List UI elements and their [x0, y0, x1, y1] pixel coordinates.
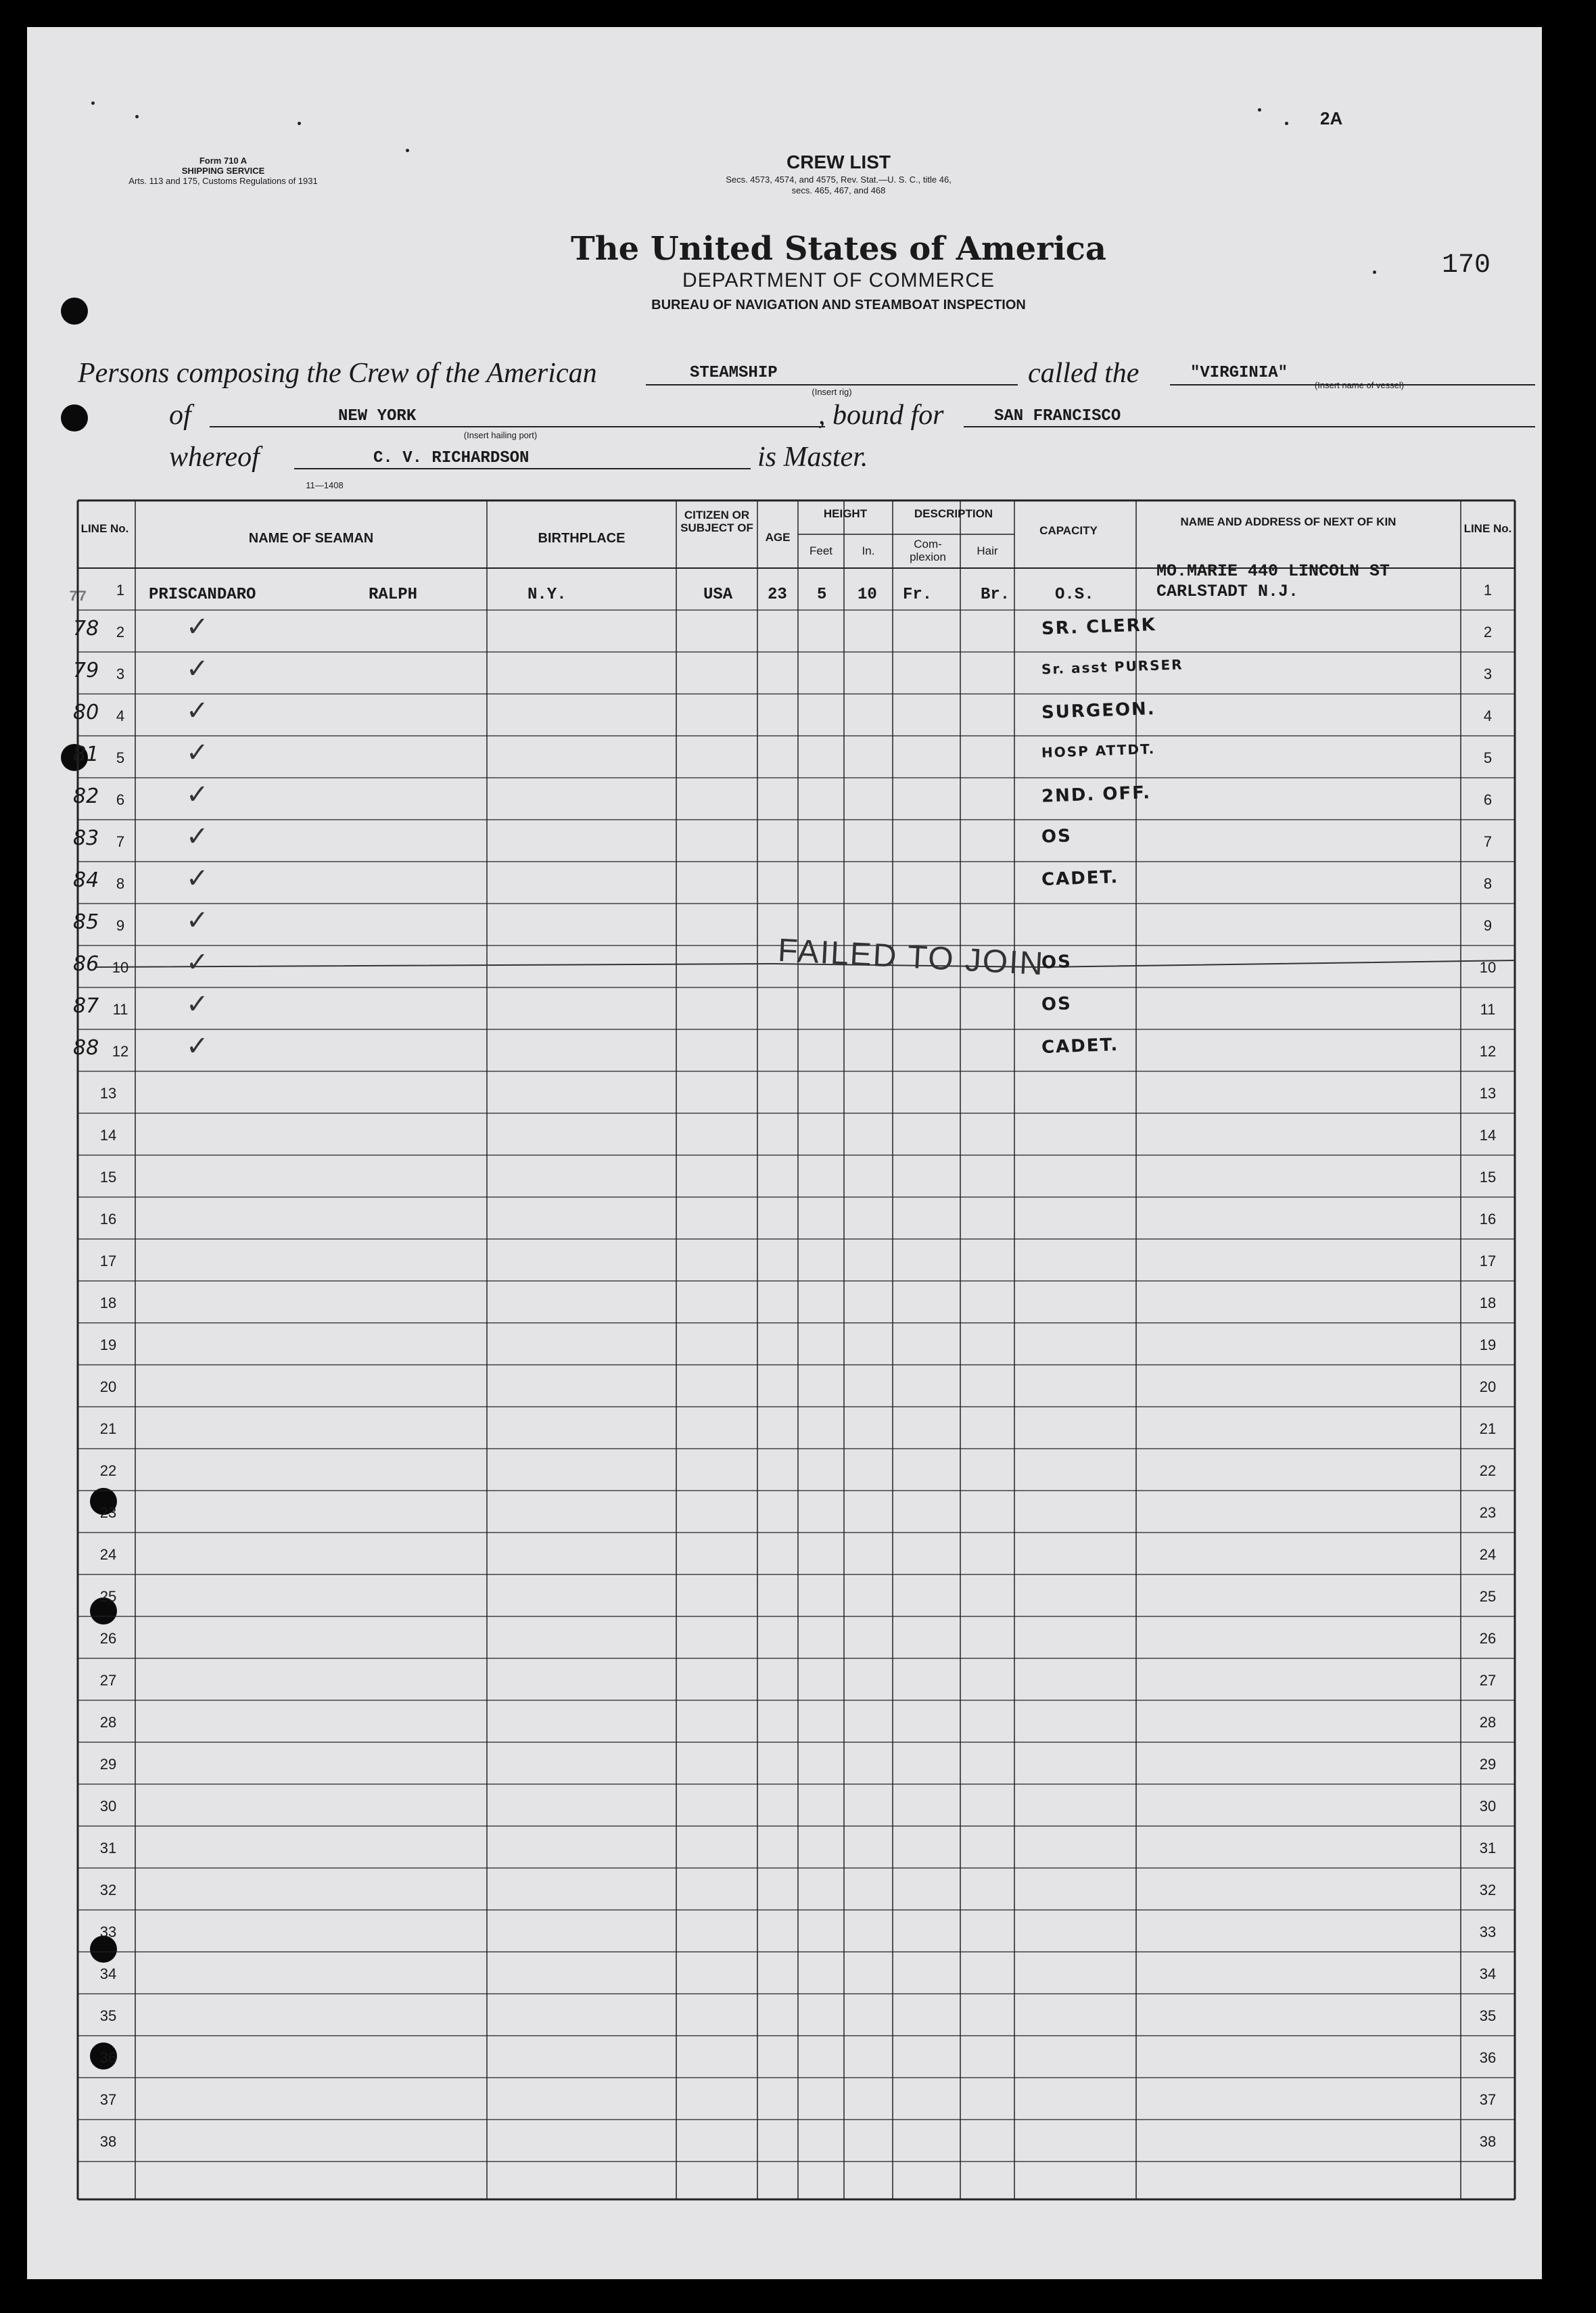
kin-address-line-2: CARLSTADT N.J. [1156, 582, 1299, 601]
line-number-right: 16 [1479, 1211, 1497, 1228]
country-heading: The United States of America [570, 230, 1107, 268]
col-inches: In. [862, 544, 875, 557]
line-number-right: 28 [1479, 1714, 1497, 1731]
line-number-left: 18 [99, 1294, 117, 1311]
line-number-right: 36 [1479, 2049, 1497, 2066]
line-number-right: 12 [1479, 1043, 1497, 1060]
handwritten-entry-number: 78 [73, 617, 99, 640]
rig-value: STEAMSHIP [690, 364, 778, 382]
line-number-right: 33 [1479, 1923, 1497, 1940]
line-number-right: 34 [1479, 1965, 1497, 1982]
line-number-right: 19 [1479, 1336, 1497, 1353]
line-number-left: 14 [99, 1127, 117, 1144]
line-number-right: 18 [1479, 1294, 1497, 1311]
col-feet: Feet [809, 544, 833, 557]
line-number-left: 25 [99, 1588, 117, 1605]
handwritten-capacity: OS [1041, 994, 1073, 1015]
prior-number: 77 [69, 588, 87, 605]
col-birthplace: BIRTHPLACE [538, 531, 626, 546]
check-mark: ✓ [186, 821, 209, 852]
col-citizen: CITIZEN OR SUBJECT OF [680, 509, 753, 534]
line-number-left: 16 [99, 1211, 117, 1228]
line-number-right: 27 [1479, 1672, 1497, 1689]
seaman-complexion: Fr. [903, 586, 933, 604]
line-number-left: 28 [99, 1714, 117, 1731]
line-number-left: 32 [99, 1882, 117, 1898]
handwritten-entry-number: 84 [73, 868, 99, 892]
line-number-right: 20 [1479, 1378, 1497, 1395]
page-number: 170 [1442, 250, 1491, 281]
corner-mark: 2A [1320, 108, 1343, 128]
line-number-right: 35 [1479, 2007, 1497, 2024]
seaman-capacity: O.S. [1055, 586, 1094, 604]
line-number-right: 10 [1479, 959, 1497, 976]
handwritten-entry-number: 87 [73, 994, 99, 1018]
line-number-left: 2 [116, 624, 125, 640]
col-hair: Hair [977, 544, 998, 557]
handwritten-capacity: Sr. asst PURSER [1041, 656, 1183, 678]
failed-to-join-stamp: FAILED TO JOIN [776, 932, 1046, 983]
line-number-left: 26 [99, 1630, 117, 1647]
check-mark: ✓ [186, 905, 209, 936]
form-order-number: 11—1408 [306, 480, 344, 490]
line-number-left: 12 [112, 1043, 129, 1060]
handwritten-entry-number: 79 [73, 659, 99, 682]
check-mark: ✓ [186, 653, 209, 684]
form-service: SHIPPING SERVICE [181, 166, 265, 176]
bureau-heading: BUREAU OF NAVIGATION AND STEAMBOAT INSPECTION [651, 298, 1026, 312]
check-mark: ✓ [186, 779, 209, 810]
line-number-right: 11 [1480, 1001, 1496, 1018]
line-number-left: 30 [99, 1798, 117, 1815]
crew-list-sections-1: Secs. 4573, 4574, and 4575, Rev. Stat.—U. S. C., title 46, [726, 174, 952, 185]
kin-address-line-1: MO.MARIE 440 LINCOLN ST [1156, 561, 1390, 581]
handwritten-capacity: OS [1041, 826, 1073, 847]
line-number-right: 3 [1483, 665, 1493, 682]
seaman-age: 23 [768, 586, 787, 604]
line-number-right: 6 [1483, 791, 1493, 808]
col-complexion: Com- plexion [910, 538, 946, 563]
line-number-right: 13 [1479, 1085, 1497, 1102]
called-label: called the [1028, 358, 1140, 389]
col-line-no: LINE No. [80, 522, 129, 535]
line-number-left: 24 [99, 1546, 117, 1563]
check-mark: ✓ [186, 863, 209, 894]
line-number-left: 21 [99, 1420, 117, 1437]
line-number-right: 5 [1483, 749, 1493, 766]
handwritten-capacity: OS [1041, 952, 1073, 973]
line-number-left: 17 [99, 1253, 117, 1269]
line-number-right: 29 [1479, 1756, 1497, 1773]
master-value: C. V. RICHARDSON [373, 449, 530, 467]
line-number-right: 1 [1483, 582, 1493, 599]
col-capacity: CAPACITY [1039, 524, 1098, 537]
seaman-citizen: USA [703, 586, 733, 604]
line-number-left: 9 [116, 917, 125, 934]
line-number-right: 9 [1483, 917, 1493, 934]
form-number: Form 710 A [199, 156, 248, 166]
handwritten-capacity: CADET. [1041, 1035, 1119, 1058]
handwritten-entry-number: 85 [73, 910, 99, 934]
line-number-left: 20 [99, 1378, 117, 1395]
line-number-left: 3 [116, 665, 125, 682]
seaman-surname: PRISCANDARO [149, 586, 256, 604]
check-mark: ✓ [186, 737, 209, 768]
line-number-right: 31 [1479, 1840, 1497, 1856]
handwritten-capacity: SURGEON. [1041, 699, 1156, 723]
line-number-left: 33 [99, 1923, 117, 1940]
handwritten-entry-number: 80 [73, 701, 99, 724]
handwritten-entry-number: 88 [73, 1036, 99, 1060]
col-height: HEIGHT [823, 507, 868, 520]
col-age: AGE [765, 531, 791, 544]
check-mark: ✓ [186, 1031, 209, 1062]
department-heading: DEPARTMENT OF COMMERCE [682, 269, 995, 291]
line-number-left: 19 [99, 1336, 117, 1353]
crew-list-document [27, 27, 1542, 2279]
line-number-right: 32 [1479, 1882, 1497, 1898]
line-number-left: 11 [112, 1001, 128, 1018]
line-number-left: 29 [99, 1756, 117, 1773]
line-number-right: 14 [1479, 1127, 1497, 1144]
line-number-right: 30 [1479, 1798, 1497, 1815]
line-number-left: 36 [99, 2049, 117, 2066]
col-description: DESCRIPTION [914, 507, 993, 520]
port-hint: (Insert hailing port) [463, 430, 538, 440]
crew-table-grid [27, 27, 1542, 2279]
line-number-left: 4 [116, 707, 125, 724]
seaman-feet: 5 [817, 586, 827, 604]
handwritten-entry-number: 82 [73, 785, 99, 808]
seaman-birthplace: N.Y. [527, 586, 567, 604]
line-number-left: 5 [116, 749, 125, 766]
line-number-right: 15 [1479, 1169, 1497, 1186]
handwritten-capacity: SR. CLERK [1041, 615, 1157, 639]
seaman-inches: 10 [858, 586, 877, 604]
line-number-left: 23 [99, 1504, 117, 1521]
line-number-left: 34 [99, 1965, 117, 1982]
line-number-left: 22 [99, 1462, 117, 1479]
whereof-label: whereof [169, 442, 260, 473]
seaman-hair: Br. [981, 586, 1010, 604]
master-label: is Master. [757, 442, 868, 473]
line-number-left: 8 [116, 875, 125, 892]
line-number-left: 7 [116, 833, 125, 850]
line-number-left: 37 [99, 2091, 117, 2108]
line-number-right: 37 [1479, 2091, 1497, 2108]
vessel-value: "VIRGINIA" [1190, 364, 1288, 382]
line-number-left: 6 [116, 791, 125, 808]
vessel-hint: (Insert name of vessel) [1314, 380, 1405, 390]
handwritten-capacity: CADET. [1041, 867, 1119, 890]
line-number-left: 31 [99, 1840, 117, 1856]
line-number-right: 22 [1479, 1462, 1497, 1479]
handwritten-entry-number: 81 [73, 743, 99, 766]
bound-value: SAN FRANCISCO [994, 407, 1121, 425]
line-number-right: 24 [1479, 1546, 1497, 1563]
col-name: NAME OF SEAMAN [248, 531, 374, 546]
col-line-no-right: LINE No. [1463, 522, 1512, 535]
check-mark: ✓ [186, 989, 209, 1020]
crew-list-sections-2: secs. 465, 467, and 468 [791, 185, 886, 195]
bound-label: , bound for [818, 400, 944, 431]
line-number-right: 2 [1483, 624, 1493, 640]
line-number-left: 35 [99, 2007, 117, 2024]
check-mark: ✓ [186, 695, 209, 726]
handwritten-entry-number: 83 [73, 826, 99, 850]
line-number-left: 15 [99, 1169, 117, 1186]
line-number-right: 26 [1479, 1630, 1497, 1647]
line-number-right: 23 [1479, 1504, 1497, 1521]
line-number-right: 8 [1483, 875, 1493, 892]
line-number-right: 17 [1479, 1253, 1497, 1269]
line-number-left: 38 [99, 2133, 117, 2150]
crew-list-title: CREW LIST [787, 151, 891, 172]
seaman-given-name: RALPH [369, 586, 418, 604]
line-number-right: 7 [1483, 833, 1493, 850]
line-number-left: 10 [112, 959, 129, 976]
check-mark: ✓ [186, 947, 209, 978]
line-number-right: 38 [1479, 2133, 1497, 2150]
rig-hint: (Insert rig) [812, 387, 852, 397]
handwritten-entry-number: 86 [73, 952, 99, 976]
line-number-left: 1 [116, 582, 125, 599]
of-label: of [169, 400, 191, 431]
line-number-right: 4 [1483, 707, 1493, 724]
form-articles: Arts. 113 and 175, Customs Regulations of 1931 [128, 176, 318, 186]
col-kin: NAME AND ADDRESS OF NEXT OF KIN [1180, 515, 1396, 528]
line-number-left: 13 [99, 1085, 117, 1102]
persons-label: Persons composing the Crew of the American [78, 358, 597, 389]
handwritten-capacity: 2ND. OFF. [1041, 782, 1152, 807]
check-mark: ✓ [186, 611, 209, 642]
handwritten-capacity: HOSP ATTDT. [1041, 741, 1156, 761]
line-number-right: 25 [1479, 1588, 1497, 1605]
line-number-left: 27 [99, 1672, 117, 1689]
port-value: NEW YORK [338, 407, 417, 425]
line-number-right: 21 [1479, 1420, 1497, 1437]
